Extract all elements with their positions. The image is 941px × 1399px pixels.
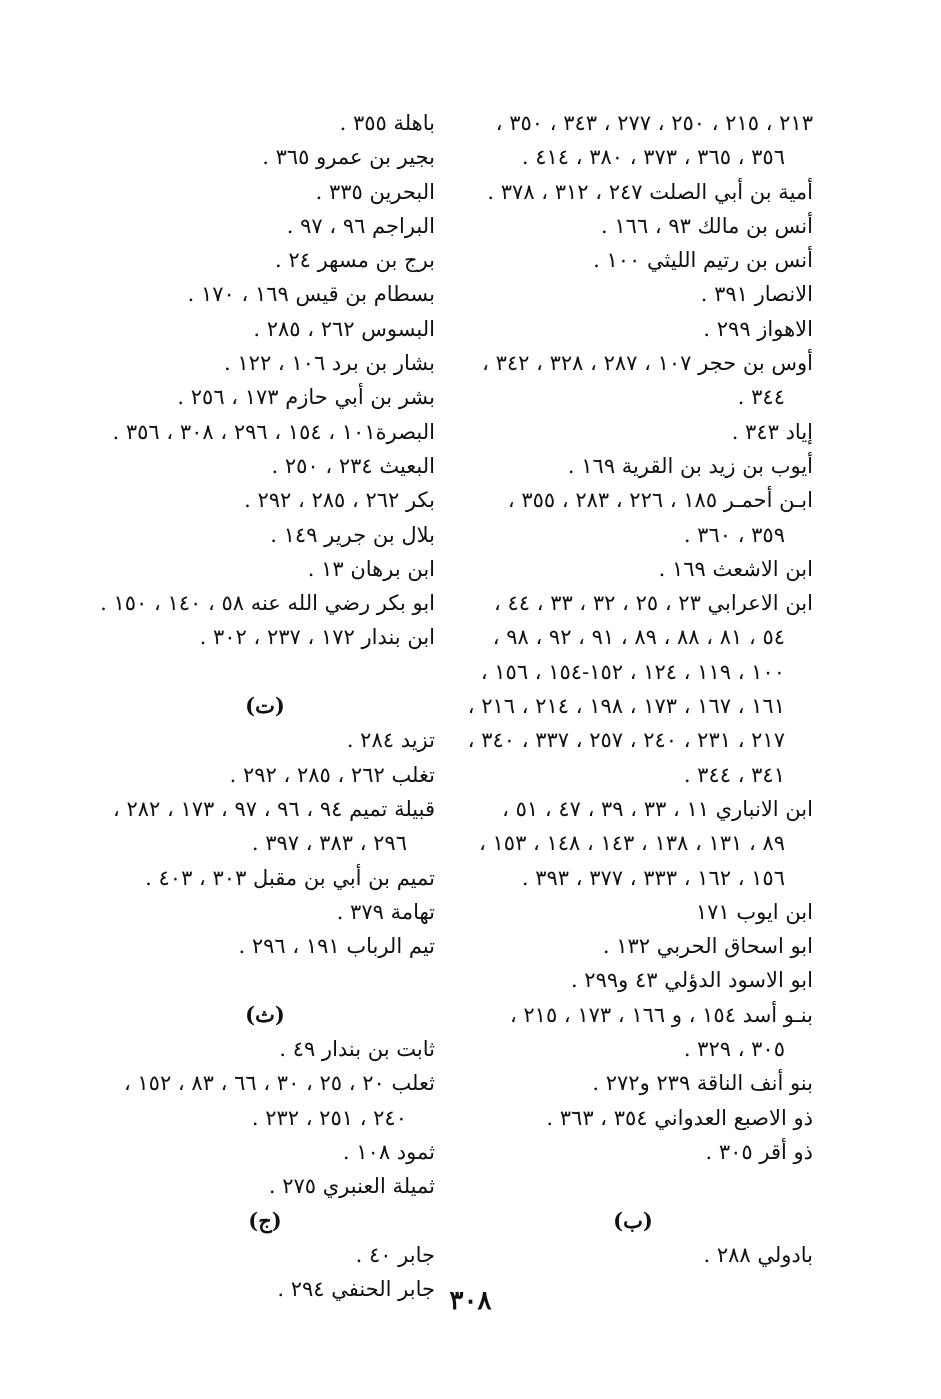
index-entry: تزيد ٢٨٤ . — [346, 728, 435, 753]
index-entry — [95, 655, 435, 689]
index-entry: ابن الاعرابي ٢٣ ، ٢٥ ، ٣٢ ، ٣٣ ، ٤٤ ، — [494, 591, 813, 616]
index-entry: ابو الاسود الدؤلي ٤٣ و٢٩٩ . — [570, 968, 813, 993]
section-letter-heading: (ث) — [245, 1001, 285, 1027]
index-entry: بشر بن أبي حازم ١٧٣ ، ٢٥٦ . — [177, 385, 435, 410]
index-entry — [95, 963, 435, 997]
index-entry: برج بن مسهر ٢٤ . — [274, 248, 435, 273]
index-entry: ٢٩٦ ، ٣٨٣ ، ٣٩٧ . — [251, 831, 407, 856]
index-entry: ابن الاشعث ١٦٩ . — [658, 556, 813, 581]
index-entry: أنس بن رتيم الليثي ١٠٠ . — [593, 248, 813, 273]
index-entry: ٣٠٥ ، ٣٢٩ . — [683, 1037, 785, 1062]
index-entry: ابن ايوب ١٧١ — [695, 899, 813, 924]
index-entry: جابر الحنفي ٢٩٤ . — [277, 1277, 435, 1302]
index-entry: البسوس ٢٦٢ ، ٢٨٥ . — [253, 316, 435, 341]
index-entry: باهلة ٣٥٥ . — [339, 111, 435, 135]
index-entry: تميم بن أبي بن مقبل ٣٠٣ ، ٤٠٣ . — [145, 865, 435, 890]
index-entry: ٢٤٠ ، ٢٥١ ، ٢٣٢ . — [251, 1105, 407, 1130]
index-entry: بادولي ٢٨٨ . — [703, 1242, 813, 1267]
index-entry: أيوب بن زيد بن القرية ١٦٩ . — [567, 453, 813, 478]
index-entry: ثابت بن بندار ٤٩ . — [279, 1037, 435, 1062]
index-entry: ١٦١ ، ١٦٧ ، ١٧٣ ، ١٩٨ ، ٢١٤ ، ٢١٦ ، — [467, 694, 785, 719]
index-entry: تهامة ٣٧٩ . — [336, 899, 435, 924]
index-entry: ١٥٦ ، ١٦٢ ، ٣٣٣ ، ٣٧٧ ، ٣٩٣ . — [521, 865, 785, 890]
index-entry: ٣٤١ ، ٣٤٤ . — [683, 762, 785, 787]
index-entry: ٢١٣ ، ٢١٥ ، ٢٥٠ ، ٢٧٧ ، ٣٤٣ ، ٣٥٠ ، — [495, 111, 813, 135]
index-entry: ابو اسحاق الحربي ١٣٢ . — [602, 934, 813, 959]
index-entry: ذو الاصبع العدواني ٣٥٤ ، ٣٦٣ . — [546, 1105, 813, 1130]
index-entry: الانصار ٣٩١ . — [700, 282, 813, 307]
index-entry: ٨٩ ، ١٣١ ، ١٣٨ ، ١٤٣ ، ١٤٨ ، ١٥٣ ، — [479, 831, 785, 856]
index-entry: إياد ٣٤٣ . — [731, 419, 813, 444]
index-entry: ٣٥٩ ، ٣٦٠ . — [683, 522, 785, 547]
index-entry: ذو أقر ٣٠٥ . — [705, 1139, 813, 1164]
section-letter-heading: (ب) — [613, 1207, 653, 1233]
index-entry: ابن الانباري ١١ ، ٣٣ ، ٣٩ ، ٤٧ ، ٥١ ، — [502, 796, 813, 821]
index-entry: البعيث ٢٣٤ ، ٢٥٠ . — [271, 453, 435, 478]
index-entry: البحرين ٣٣٥ . — [315, 179, 435, 204]
index-entry: تيم الرباب ١٩١ ، ٢٩٦ . — [238, 934, 435, 959]
page-number: ٣٠٨ — [449, 1286, 492, 1316]
index-entry: البصرة١٠١ ، ١٥٤ ، ٢٩٦ ، ٣٠٨ ، ٣٥٦ . — [112, 419, 435, 444]
index-entry: ٣٤٤ . — [737, 385, 785, 410]
index-entry: جابر ٤٠ . — [355, 1242, 435, 1267]
index-entry: ١٠٠ ، ١١٩ ، ١٢٤ ، ١٥٢-١٥٤ ، ١٥٦ ، — [480, 659, 785, 684]
index-entry: البراجم ٩٦ ، ٩٧ . — [286, 213, 435, 238]
index-entry: ابن برهان ١٣ . — [307, 556, 435, 581]
index-entry: ثميلة العنبري ٢٧٥ . — [268, 1174, 435, 1199]
index-entry: بجير بن عمرو ٣٦٥ . — [262, 145, 435, 170]
index-entry: بسطام بن قيس ١٦٩ ، ١٧٠ . — [187, 282, 435, 307]
index-entry: ٢١٧ ، ٢٣١ ، ٢٤٠ ، ٢٥٧ ، ٣٣٧ ، ٣٤٠ ، — [467, 728, 785, 753]
index-entry: ابن بندار ١٧٢ ، ٢٣٧ ، ٣٠٢ . — [199, 625, 435, 650]
index-entry: بكر ٢٦٢ ، ٢٨٥ ، ٢٩٢ . — [244, 488, 435, 513]
index-entry: ابو بكر رضي الله عنه ٥٨ ، ١٤٠ ، ١٥٠ . — [100, 591, 435, 616]
section-letter-heading: (ج) — [248, 1207, 282, 1233]
index-entry: ٥٤ ، ٨١ ، ٨٨ ، ٨٩ ، ٩١ ، ٩٢ ، ٩٨ ، — [492, 625, 785, 650]
index-column-left — [95, 106, 435, 1306]
section-letter-heading: (ت) — [245, 693, 285, 719]
index-entry: الاهواز ٢٩٩ . — [703, 316, 813, 341]
index-column-right — [453, 106, 813, 1272]
index-entry: تغلب ٢٦٢ ، ٢٨٥ ، ٢٩٢ . — [229, 762, 435, 787]
index-entry: قبيلة تميم ٩٤ ، ٩٦ ، ٩٧ ، ١٧٣ ، ٢٨٢ ، — [113, 796, 435, 821]
index-entry: بنـو أسد ١٥٤ ، و ١٦٦ ، ١٧٣ ، ٢١٥ ، — [509, 1002, 813, 1027]
index-entry — [453, 1169, 813, 1203]
index-entry: ثمود ١٠٨ . — [342, 1139, 435, 1164]
index-entry: بشار بن برد ١٠٦ ، ١٢٢ . — [224, 351, 435, 376]
index-entry: ٣٥٦ ، ٣٦٥ ، ٣٧٣ ، ٣٨٠ ، ٤١٤ . — [521, 145, 785, 170]
index-entry: أنس بن مالك ٩٣ ، ١٦٦ . — [601, 213, 813, 238]
index-entry: بلال بن جرير ١٤٩ . — [270, 522, 435, 547]
index-entry: ثعلب ٢٠ ، ٢٥ ، ٣٠ ، ٦٦ ، ٨٣ ، ١٥٢ ، — [123, 1071, 435, 1096]
index-entry: أمية بن أبي الصلت ٢٤٧ ، ٣١٢ ، ٣٧٨ . — [487, 179, 813, 204]
index-entry: أوس بن حجر ١٠٧ ، ٢٨٧ ، ٣٢٨ ، ٣٤٢ ، — [482, 351, 813, 376]
index-entry: بنو أنف الناقة ٢٣٩ و٢٧٢ . — [592, 1071, 813, 1096]
index-entry: ابـن أحمـر ١٨٥ ، ٢٢٦ ، ٢٨٣ ، ٣٥٥ ، — [507, 488, 813, 513]
